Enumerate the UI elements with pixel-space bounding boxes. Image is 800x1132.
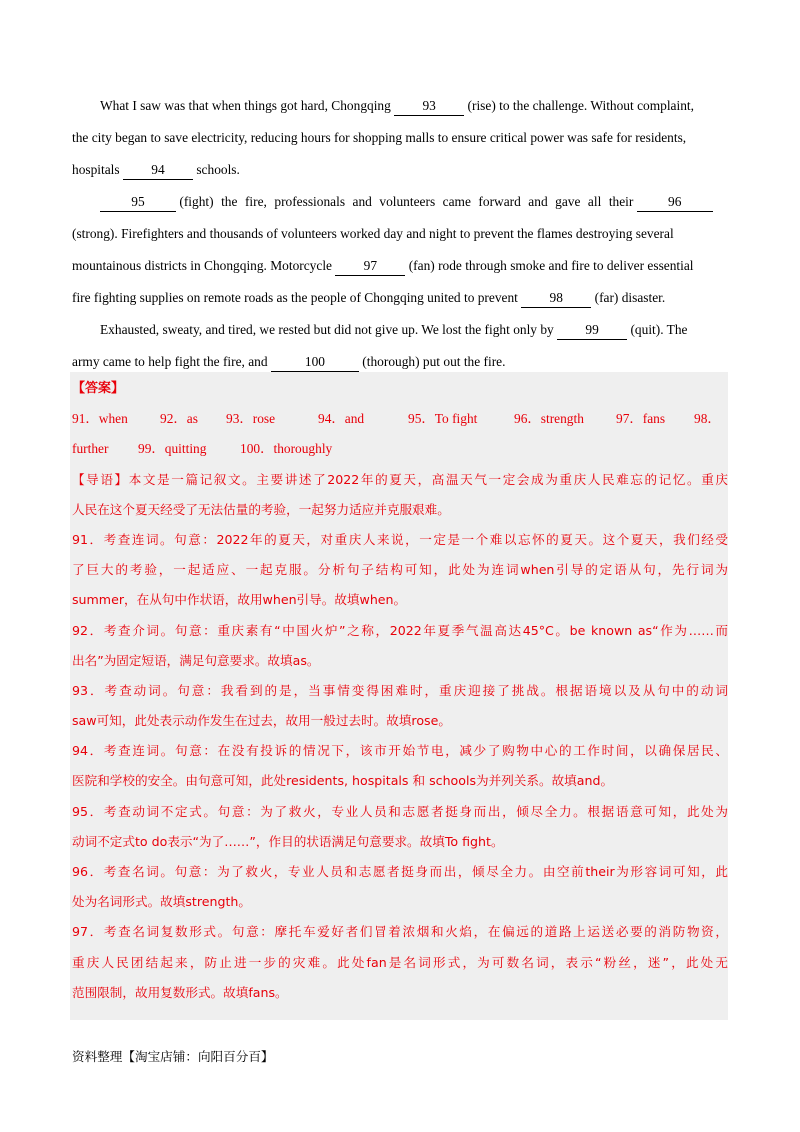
answer-heading: 【答案】 bbox=[72, 381, 125, 396]
explanation-line: 动词不定式to do表示“为了……”，作目的状语满足句意要求。故填To fight。 bbox=[72, 833, 504, 849]
page-footer: 资料整理【淘宝店铺：向阳百分百】 bbox=[72, 1049, 274, 1064]
explanation-line: 医院和学校的安全。由句意可知，此处residents, hospitals 和 schools为并列关系。故填and。 bbox=[72, 773, 614, 789]
passage-line: What I saw was that when things got hard, Chongqing 93 (rise) to the challenge. Without complaint, bbox=[72, 90, 728, 122]
explanation-line: 了巨大的考验，一起适应、一起克服。分析句子结构可知，此处为连词when引导的定语从句，先行词为 bbox=[72, 562, 728, 578]
explanation-line: 93．考查动词。句意：我看到的是，当事情变得困难时，重庆迎接了挑战。根据语境以及从句中的动词 bbox=[72, 682, 728, 698]
explanation-line: 95．考查动词不定式。句意：为了救火，专业人员和志愿者挺身而出，倾尽全力。根据语意可知，此处为 bbox=[72, 803, 728, 819]
answer-keys: further 99．quitting 100．thoroughly bbox=[72, 441, 333, 457]
guide-line: 【导语】本文是一篇记叙文。主要讲述了2022年的夏天，高温天气一定会成为重庆人民难忘的记忆。重庆 bbox=[72, 471, 728, 487]
explanation-line: saw可知，此处表示动作发生在过去，故用一般过去时。故填rose。 bbox=[72, 713, 451, 729]
passage-line: mountainous districts in Chongqing. Motorcycle 97 (fan) rode through smoke and fire to deliver essential bbox=[72, 250, 728, 282]
passage-line: fire fighting supplies on remote roads as the people of Chongqing united to prevent 98 (far) disaster. bbox=[72, 282, 728, 314]
explanation-line: 重庆人民团结起来，防止进一步的灾难。此处fan是名词形式，为可数名词，表示“粉丝，迷”，此处无 bbox=[72, 954, 728, 970]
explanation-line: 92．考查介词。句意：重庆素有“中国火炉”之称，2022年夏季气温高达45°C。be known as“作为……而 bbox=[72, 622, 728, 638]
passage-line: 95 (fight) the fire, professionals and volunteers came forward and gave all their 96 bbox=[72, 186, 728, 218]
cloze-passage bbox=[72, 90, 728, 378]
explanation-line: 出名”为固定短语，满足句意要求。故填as。 bbox=[72, 652, 320, 668]
blank-93: 93 bbox=[394, 97, 464, 116]
explanation-line: 94．考查连词。句意：在没有投诉的情况下，该市开始节电，减少了购物中心的工作时间，以确保居民、 bbox=[72, 743, 728, 759]
blank-94: 94 bbox=[123, 161, 193, 180]
passage-line: (strong). Firefighters and thousands of volunteers worked day and night to prevent the flames destroying several bbox=[72, 226, 674, 241]
blank-96: 96 bbox=[637, 193, 713, 212]
guide-line: 人民在这个夏天经受了无法估量的考验，一起努力适应并克服艰难。 bbox=[72, 501, 450, 517]
explanation-line: 范围限制，故用复数形式。故填fans。 bbox=[72, 984, 288, 1000]
passage-line: army came to help fight the fire, and 100 (thorough) put out the fire. bbox=[72, 346, 728, 378]
passage-line: Exhausted, sweaty, and tired, we rested but did not give up. We lost the fight only by 99 (quit). The bbox=[72, 314, 728, 346]
explanation-line: 91．考查连词。句意：2022年的夏天，对重庆人来说，一定是一个难以忘怀的夏天。这个夏天，我们经受 bbox=[72, 531, 728, 547]
answer-section bbox=[72, 374, 728, 1008]
passage-line: hospitals 94 schools. bbox=[72, 154, 728, 186]
blank-95: 95 bbox=[100, 193, 176, 212]
explanation-line: 处为名词形式。故填strength。 bbox=[72, 894, 251, 910]
answer-keys: 91．when 92．as 93．rose 94．and 95．To fight 96．strength 97．fans 98． bbox=[72, 411, 721, 427]
explanation-line: 96．考查名词。句意：为了救火，专业人员和志愿者挺身而出，倾尽全力。由空前their为形容词可知，此 bbox=[72, 864, 728, 879]
passage-line: the city began to save electricity, reducing hours for shopping malls to ensure critical power was safe for residents, bbox=[72, 130, 687, 145]
explanation-line: 97．考查名词复数形式。句意：摩托车爱好者们冒着浓烟和火焰，在偏远的道路上运送必要的消防物资， bbox=[72, 924, 728, 940]
explanation-line: summer，在从句中作状语，故用when引导。故填when。 bbox=[72, 592, 407, 608]
blank-100: 100 bbox=[271, 353, 359, 372]
blank-99: 99 bbox=[557, 321, 627, 340]
blank-98: 98 bbox=[521, 289, 591, 308]
blank-97: 97 bbox=[335, 257, 405, 276]
